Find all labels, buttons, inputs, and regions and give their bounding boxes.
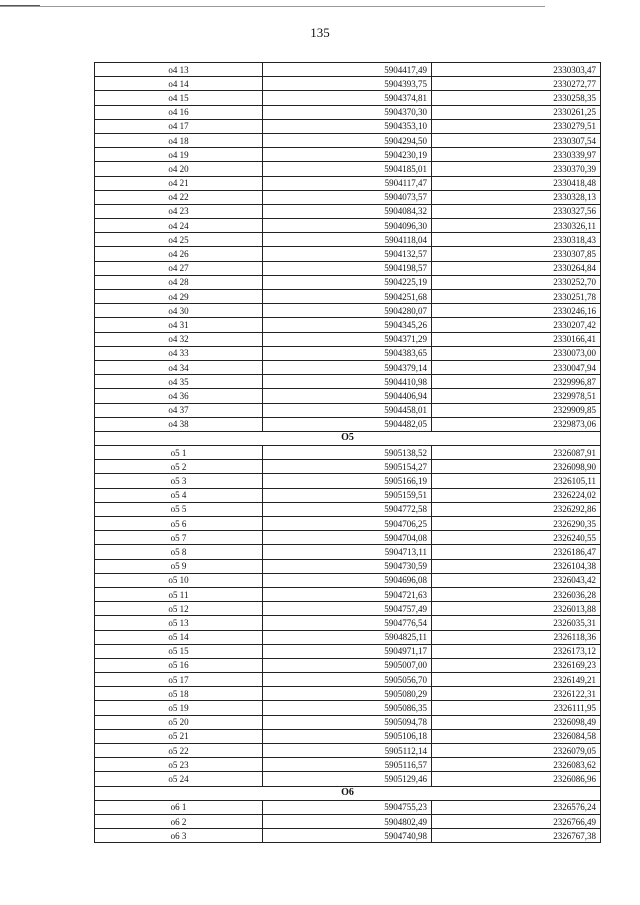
x-coordinate-cell: 5905116,57 xyxy=(263,758,432,772)
point-name-cell: о5 1 xyxy=(95,446,263,460)
y-coordinate-cell: 2330246,16 xyxy=(432,304,601,318)
table-row xyxy=(95,375,601,389)
section-heading: О5 xyxy=(95,431,601,445)
x-coordinate-cell: 5904825,11 xyxy=(263,630,432,644)
x-coordinate-cell: 5904073,57 xyxy=(263,190,432,204)
x-coordinate-cell: 5904704,08 xyxy=(263,531,432,545)
x-coordinate-cell: 5904755,23 xyxy=(263,800,432,814)
table-row xyxy=(95,304,601,318)
y-coordinate-cell: 2330073,00 xyxy=(432,346,601,360)
table-row xyxy=(95,829,601,843)
table-row xyxy=(95,744,601,758)
table-row xyxy=(95,247,601,261)
x-coordinate-cell: 5904393,75 xyxy=(263,77,432,91)
x-coordinate-cell: 5904410,98 xyxy=(263,375,432,389)
table-row xyxy=(95,346,601,360)
table-row xyxy=(95,701,601,715)
x-coordinate-cell: 5904971,17 xyxy=(263,644,432,658)
table-row xyxy=(95,729,601,743)
point-name-cell: о4 17 xyxy=(95,119,263,133)
y-coordinate-cell: 2330272,77 xyxy=(432,77,601,91)
point-name-cell: о4 19 xyxy=(95,148,263,162)
table-row xyxy=(95,233,601,247)
y-coordinate-cell: 2330047,94 xyxy=(432,360,601,374)
table-row xyxy=(95,488,601,502)
x-coordinate-cell: 5905159,51 xyxy=(263,488,432,502)
table-row xyxy=(95,77,601,91)
x-coordinate-cell: 5904198,57 xyxy=(263,261,432,275)
x-coordinate-cell: 5904383,65 xyxy=(263,346,432,360)
y-coordinate-cell: 2329996,87 xyxy=(432,375,601,389)
y-coordinate-cell: 2330261,25 xyxy=(432,105,601,119)
y-coordinate-cell: 2326576,24 xyxy=(432,800,601,814)
table-row xyxy=(95,587,601,601)
x-coordinate-cell: 5904406,94 xyxy=(263,389,432,403)
y-coordinate-cell: 2330327,56 xyxy=(432,204,601,218)
x-coordinate-cell: 5905166,19 xyxy=(263,474,432,488)
x-coordinate-cell: 5904730,59 xyxy=(263,559,432,573)
y-coordinate-cell: 2326087,91 xyxy=(432,446,601,460)
y-coordinate-cell: 2326035,31 xyxy=(432,616,601,630)
table-row xyxy=(95,814,601,828)
y-coordinate-cell: 2329873,06 xyxy=(432,417,601,431)
table-row xyxy=(95,261,601,275)
x-coordinate-cell: 5904225,19 xyxy=(263,275,432,289)
table-row xyxy=(95,559,601,573)
table-row xyxy=(95,616,601,630)
y-coordinate-cell: 2326013,88 xyxy=(432,602,601,616)
x-coordinate-cell: 5904084,32 xyxy=(263,204,432,218)
x-coordinate-cell: 5904713,11 xyxy=(263,545,432,559)
point-name-cell: о4 21 xyxy=(95,176,263,190)
y-coordinate-cell: 2326084,58 xyxy=(432,729,601,743)
x-coordinate-cell: 5904696,08 xyxy=(263,573,432,587)
point-name-cell: о5 15 xyxy=(95,644,263,658)
y-coordinate-cell: 2326036,28 xyxy=(432,587,601,601)
point-name-cell: о4 29 xyxy=(95,290,263,304)
table-row xyxy=(95,687,601,701)
x-coordinate-cell: 5904772,58 xyxy=(263,502,432,516)
point-name-cell: о5 5 xyxy=(95,502,263,516)
x-coordinate-cell: 5905007,00 xyxy=(263,658,432,672)
coordinates-table xyxy=(94,62,601,843)
y-coordinate-cell: 2326290,35 xyxy=(432,517,601,531)
x-coordinate-cell: 5905080,29 xyxy=(263,687,432,701)
point-name-cell: о5 17 xyxy=(95,673,263,687)
x-coordinate-cell: 5904185,01 xyxy=(263,162,432,176)
y-coordinate-cell: 2326111,95 xyxy=(432,701,601,715)
table-row xyxy=(95,602,601,616)
y-coordinate-cell: 2326173,12 xyxy=(432,644,601,658)
point-name-cell: о4 25 xyxy=(95,233,263,247)
x-coordinate-cell: 5904230,19 xyxy=(263,148,432,162)
y-coordinate-cell: 2330326,11 xyxy=(432,219,601,233)
y-coordinate-cell: 2326766,49 xyxy=(432,814,601,828)
point-name-cell: о4 35 xyxy=(95,375,263,389)
x-coordinate-cell: 5904776,54 xyxy=(263,616,432,630)
x-coordinate-cell: 5904345,26 xyxy=(263,318,432,332)
point-name-cell: о5 9 xyxy=(95,559,263,573)
table-row xyxy=(95,148,601,162)
x-coordinate-cell: 5904721,63 xyxy=(263,587,432,601)
y-coordinate-cell: 2330258,35 xyxy=(432,91,601,105)
table-row xyxy=(95,119,601,133)
point-name-cell: о4 13 xyxy=(95,63,263,77)
y-coordinate-cell: 2326169,23 xyxy=(432,658,601,672)
point-name-cell: о5 8 xyxy=(95,545,263,559)
y-coordinate-cell: 2329978,51 xyxy=(432,389,601,403)
point-name-cell: о5 16 xyxy=(95,658,263,672)
table-row xyxy=(95,204,601,218)
x-coordinate-cell: 5904117,47 xyxy=(263,176,432,190)
x-coordinate-cell: 5904118,04 xyxy=(263,233,432,247)
table-row xyxy=(95,190,601,204)
point-name-cell: о4 31 xyxy=(95,318,263,332)
x-coordinate-cell: 5905138,52 xyxy=(263,446,432,460)
point-name-cell: о4 28 xyxy=(95,275,263,289)
point-name-cell: о5 24 xyxy=(95,772,263,786)
y-coordinate-cell: 2326105,11 xyxy=(432,474,601,488)
y-coordinate-cell: 2330251,78 xyxy=(432,290,601,304)
table-row xyxy=(95,275,601,289)
table-row xyxy=(95,658,601,672)
table-row xyxy=(95,105,601,119)
point-name-cell: о5 2 xyxy=(95,460,263,474)
table-row xyxy=(95,162,601,176)
x-coordinate-cell: 5905106,18 xyxy=(263,729,432,743)
y-coordinate-cell: 2330252,70 xyxy=(432,275,601,289)
x-coordinate-cell: 5904096,30 xyxy=(263,219,432,233)
x-coordinate-cell: 5904740,98 xyxy=(263,829,432,843)
x-coordinate-cell: 5904802,49 xyxy=(263,814,432,828)
y-coordinate-cell: 2326240,55 xyxy=(432,531,601,545)
x-coordinate-cell: 5904458,01 xyxy=(263,403,432,417)
table-row xyxy=(95,176,601,190)
table-row xyxy=(95,360,601,374)
point-name-cell: о4 23 xyxy=(95,204,263,218)
x-coordinate-cell: 5904379,14 xyxy=(263,360,432,374)
point-name-cell: о5 3 xyxy=(95,474,263,488)
x-coordinate-cell: 5904482,05 xyxy=(263,417,432,431)
point-name-cell: о5 13 xyxy=(95,616,263,630)
point-name-cell: о4 27 xyxy=(95,261,263,275)
table-row xyxy=(95,800,601,814)
table-row xyxy=(95,63,601,77)
table-row xyxy=(95,389,601,403)
table-row xyxy=(95,772,601,786)
table-row xyxy=(95,332,601,346)
point-name-cell: о5 12 xyxy=(95,602,263,616)
point-name-cell: о4 34 xyxy=(95,360,263,374)
point-name-cell: о5 10 xyxy=(95,573,263,587)
table-row xyxy=(95,417,601,431)
x-coordinate-cell: 5905094,78 xyxy=(263,715,432,729)
y-coordinate-cell: 2326043,42 xyxy=(432,573,601,587)
y-coordinate-cell: 2330279,51 xyxy=(432,119,601,133)
point-name-cell: о4 16 xyxy=(95,105,263,119)
table-row xyxy=(95,318,601,332)
point-name-cell: о5 18 xyxy=(95,687,263,701)
y-coordinate-cell: 2326086,96 xyxy=(432,772,601,786)
table-row xyxy=(95,545,601,559)
table-row xyxy=(95,446,601,460)
y-coordinate-cell: 2326122,31 xyxy=(432,687,601,701)
table-row xyxy=(95,573,601,587)
table-row xyxy=(95,502,601,516)
point-name-cell: о5 19 xyxy=(95,701,263,715)
y-coordinate-cell: 2326079,05 xyxy=(432,744,601,758)
coordinates-table-body xyxy=(95,63,601,843)
table-row xyxy=(95,644,601,658)
y-coordinate-cell: 2326098,49 xyxy=(432,715,601,729)
y-coordinate-cell: 2326767,38 xyxy=(432,829,601,843)
y-coordinate-cell: 2330328,13 xyxy=(432,190,601,204)
point-name-cell: о5 6 xyxy=(95,517,263,531)
table-row xyxy=(95,403,601,417)
table-row xyxy=(95,758,601,772)
x-coordinate-cell: 5904370,30 xyxy=(263,105,432,119)
point-name-cell: о4 33 xyxy=(95,346,263,360)
y-coordinate-cell: 2330318,43 xyxy=(432,233,601,247)
point-name-cell: о4 38 xyxy=(95,417,263,431)
point-name-cell: о4 24 xyxy=(95,219,263,233)
point-name-cell: о4 15 xyxy=(95,91,263,105)
page-number: 135 xyxy=(310,25,330,40)
section-heading: О6 xyxy=(95,786,601,800)
x-coordinate-cell: 5904251,68 xyxy=(263,290,432,304)
y-coordinate-cell: 2330166,41 xyxy=(432,332,601,346)
point-name-cell: о5 21 xyxy=(95,729,263,743)
point-name-cell: о4 32 xyxy=(95,332,263,346)
y-coordinate-cell: 2326224,02 xyxy=(432,488,601,502)
point-name-cell: о4 14 xyxy=(95,77,263,91)
point-name-cell: о5 11 xyxy=(95,587,263,601)
table-row xyxy=(95,474,601,488)
y-coordinate-cell: 2326083,62 xyxy=(432,758,601,772)
point-name-cell: о5 23 xyxy=(95,758,263,772)
x-coordinate-cell: 5904280,07 xyxy=(263,304,432,318)
point-name-cell: о4 37 xyxy=(95,403,263,417)
y-coordinate-cell: 2326149,21 xyxy=(432,673,601,687)
section-row xyxy=(95,786,601,800)
point-name-cell: о5 20 xyxy=(95,715,263,729)
table-row xyxy=(95,517,601,531)
point-name-cell: о4 22 xyxy=(95,190,263,204)
x-coordinate-cell: 5904374,81 xyxy=(263,91,432,105)
x-coordinate-cell: 5905129,46 xyxy=(263,772,432,786)
y-coordinate-cell: 2330370,39 xyxy=(432,162,601,176)
x-coordinate-cell: 5904757,49 xyxy=(263,602,432,616)
point-name-cell: о4 30 xyxy=(95,304,263,318)
header-rule xyxy=(0,6,545,7)
table-row xyxy=(95,91,601,105)
x-coordinate-cell: 5905056,70 xyxy=(263,673,432,687)
point-name-cell: о6 3 xyxy=(95,829,263,843)
x-coordinate-cell: 5904706,25 xyxy=(263,517,432,531)
y-coordinate-cell: 2330307,54 xyxy=(432,133,601,147)
y-coordinate-cell: 2329909,85 xyxy=(432,403,601,417)
y-coordinate-cell: 2326098,90 xyxy=(432,460,601,474)
point-name-cell: о5 4 xyxy=(95,488,263,502)
y-coordinate-cell: 2330303,47 xyxy=(432,63,601,77)
point-name-cell: о5 14 xyxy=(95,630,263,644)
point-name-cell: о4 20 xyxy=(95,162,263,176)
table-row xyxy=(95,219,601,233)
x-coordinate-cell: 5905154,27 xyxy=(263,460,432,474)
y-coordinate-cell: 2330207,42 xyxy=(432,318,601,332)
x-coordinate-cell: 5905086,35 xyxy=(263,701,432,715)
point-name-cell: о4 36 xyxy=(95,389,263,403)
table-row xyxy=(95,460,601,474)
y-coordinate-cell: 2326186,47 xyxy=(432,545,601,559)
x-coordinate-cell: 5904294,50 xyxy=(263,133,432,147)
point-name-cell: о4 18 xyxy=(95,133,263,147)
table-row xyxy=(95,715,601,729)
x-coordinate-cell: 5904371,29 xyxy=(263,332,432,346)
x-coordinate-cell: 5905112,14 xyxy=(263,744,432,758)
point-name-cell: о4 26 xyxy=(95,247,263,261)
table-row xyxy=(95,673,601,687)
y-coordinate-cell: 2330264,84 xyxy=(432,261,601,275)
table-row xyxy=(95,531,601,545)
table-row xyxy=(95,630,601,644)
y-coordinate-cell: 2330339,97 xyxy=(432,148,601,162)
point-name-cell: о6 1 xyxy=(95,800,263,814)
y-coordinate-cell: 2326104,38 xyxy=(432,559,601,573)
table-row xyxy=(95,290,601,304)
section-row xyxy=(95,431,601,445)
point-name-cell: о5 7 xyxy=(95,531,263,545)
x-coordinate-cell: 5904132,57 xyxy=(263,247,432,261)
y-coordinate-cell: 2330418,48 xyxy=(432,176,601,190)
point-name-cell: о6 2 xyxy=(95,814,263,828)
y-coordinate-cell: 2326292,86 xyxy=(432,502,601,516)
table-row xyxy=(95,133,601,147)
x-coordinate-cell: 5904353,10 xyxy=(263,119,432,133)
y-coordinate-cell: 2330307,85 xyxy=(432,247,601,261)
x-coordinate-cell: 5904417,49 xyxy=(263,63,432,77)
y-coordinate-cell: 2326118,36 xyxy=(432,630,601,644)
point-name-cell: о5 22 xyxy=(95,744,263,758)
